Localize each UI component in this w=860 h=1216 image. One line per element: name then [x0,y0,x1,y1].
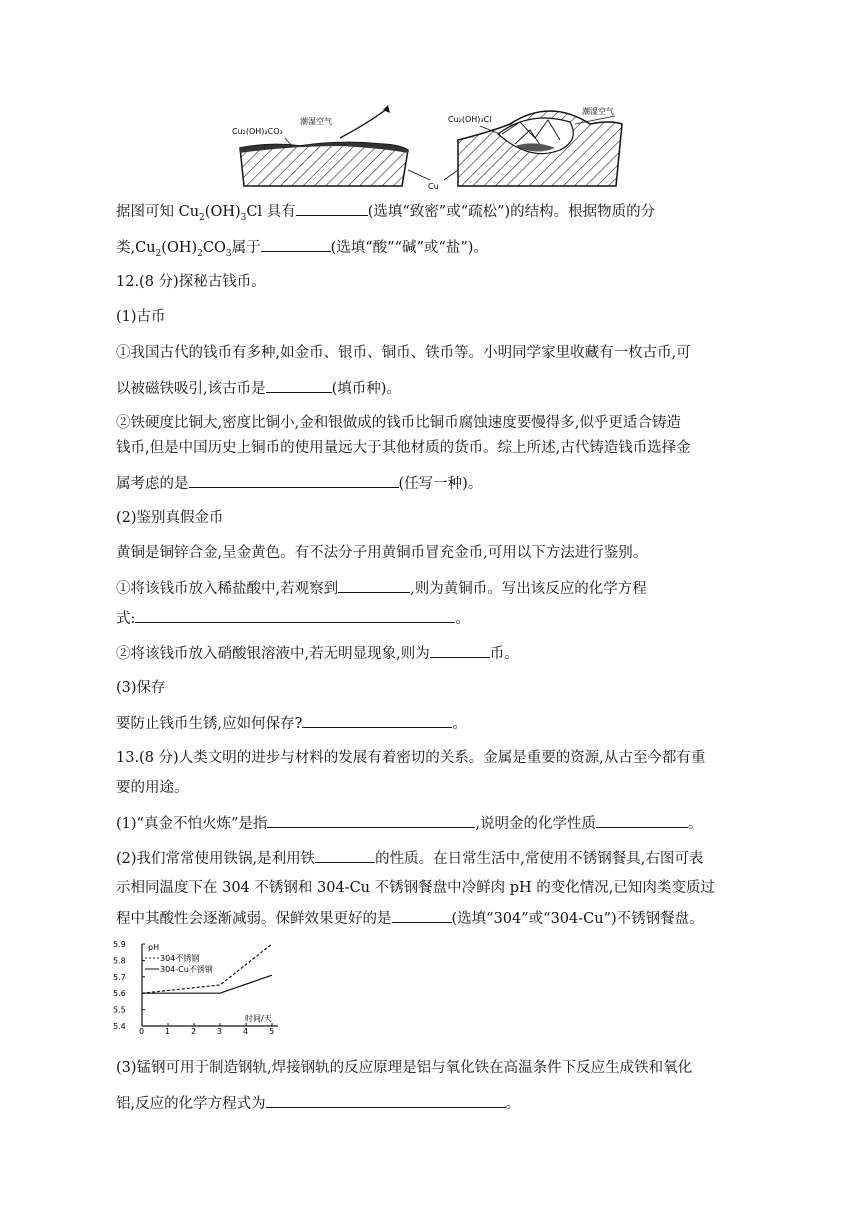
answer-blank[interactable] [430,643,490,658]
answer-blank[interactable] [392,908,452,923]
text-line: (3)锰钢可用于制造钢轨,焊接钢轨的反应原理是铝与氧化铁在高温条件下反应生成铁和氧化 [116,1060,693,1076]
left-compound-label: Cu₂(OH)₂CO₃ [232,127,283,136]
text-line: ①我国古代的钱币有多种,如金币、银币、铜币、铁币等。小明同学家里收藏有一枚古币,可 [116,345,691,361]
x-tick-label: 0 [139,1027,145,1034]
y-tick-label: 5.9 [113,940,126,949]
y-axis-label: pH [148,943,160,952]
x-tick-label: 2 [191,1027,197,1034]
text-line: ①将该钱币放入稀盐酸中,若观察到 ,则为黄铜币。写出该反应的化学方程 [116,578,647,599]
text-line: 黄铜是铜锌合金,呈金黄色。有不法分子用黄铜币冒充金币,可用以下方法进行鉴别。 [116,545,648,561]
text-line: 要防止钱币生锈,应如何保存? 。 [116,713,467,734]
y-tick-label: 5.5 [113,1005,126,1015]
y-tick-label: 5.8 [113,956,126,966]
answer-blank[interactable] [266,1093,506,1108]
answer-blank[interactable] [261,237,331,252]
text-line: (1)“真金不怕火炼”是指 ,说明金的化学性质 。 [116,813,702,834]
x-axis-label: 时间/天 [245,1014,272,1023]
x-tick-label: 1 [165,1027,171,1034]
text-line: 要的用途。 [116,780,189,796]
legend-entry: 304不锈钢 [160,954,200,963]
text-line: 铝,反应的化学方程式为 。 [116,1093,520,1114]
section-heading: (2)鉴别真假金币 [116,510,224,526]
left-air-label: 潮湿空气 [300,117,332,126]
text-line: 示相同温度下在 304 不锈钢和 304-Cu 不锈钢餐盘中冷鲜肉 pH 的变化情况,已知肉类变质过 [116,880,715,896]
text-line: (2)我们常常使用铁锅,是利用铁 的性质。在日常生活中,常使用不锈钢餐具,右图可表 [116,848,703,869]
answer-blank[interactable] [338,578,410,593]
text-line: ②铁硬度比铜大,密度比铜小,金和银做成的钱币比铜币腐蚀速度要慢得多,似乎更适合铸造 [116,415,681,431]
section-heading: (1)古币 [116,309,166,325]
ph-chart [112,940,288,1034]
answer-blank[interactable] [189,473,399,488]
answer-blank[interactable] [266,378,332,393]
right-air-label: 潮湿空气 [582,107,614,116]
question-13-title: 13.(8 分)人类文明的进步与材料的发展有着密切的关系。金属是重要的资源,从古至今都有重 [116,750,706,766]
answer-blank[interactable] [267,813,475,828]
answer-blank[interactable] [296,201,368,216]
text-line: 钱币,但是中国历史上铜币的使用量远大于其他材质的货币。综上所述,古代铸造钱币选择金 [116,440,691,456]
y-tick-label: 5.4 [113,1022,126,1031]
text-line: 程中其酸性会逐渐减弱。保鲜效果更好的是 (选填“304”或“304-Cu”)不锈钢餐盘。 [116,908,704,929]
y-tick-label: 5.7 [113,972,126,982]
answer-blank[interactable] [135,608,455,623]
text-line: 以被磁铁吸引,该古币是 (填币种)。 [116,378,401,399]
question-12-title: 12.(8 分)探秘古钱币。 [116,274,266,290]
answer-blank[interactable] [596,813,688,828]
x-tick-label: 5 [269,1027,275,1034]
right-compound-label: Cu₂(OH)₃Cl [448,115,492,124]
legend-entry: 304-Cu不锈钢 [160,965,213,974]
text-line: 据图可知 $Cu_2(OH)_3Cl$ 具有 (选填“致密”或“疏松”)的结构。根据物质的分 [116,201,655,228]
x-tick-label: 4 [243,1027,249,1034]
y-tick-label: 5.6 [113,989,126,999]
corrosion-figure [230,100,650,195]
text-line: 类$,Cu_2(OH)_2CO_3$属于 (选填“酸”“碱”或“盐”)。 [116,237,488,264]
series-line [142,975,272,993]
answer-blank[interactable] [315,848,375,863]
answer-blank[interactable] [302,713,452,728]
cu-label: Cu [428,182,439,191]
section-heading: (3)保存 [116,680,166,696]
x-tick-label: 3 [217,1027,223,1034]
text-line: 属考虑的是 (任写一种)。 [116,473,482,494]
text-line: ②将该钱币放入硝酸银溶液中,若无明显现象,则为 币。 [116,643,519,664]
text-line: 式: 。 [116,608,470,629]
